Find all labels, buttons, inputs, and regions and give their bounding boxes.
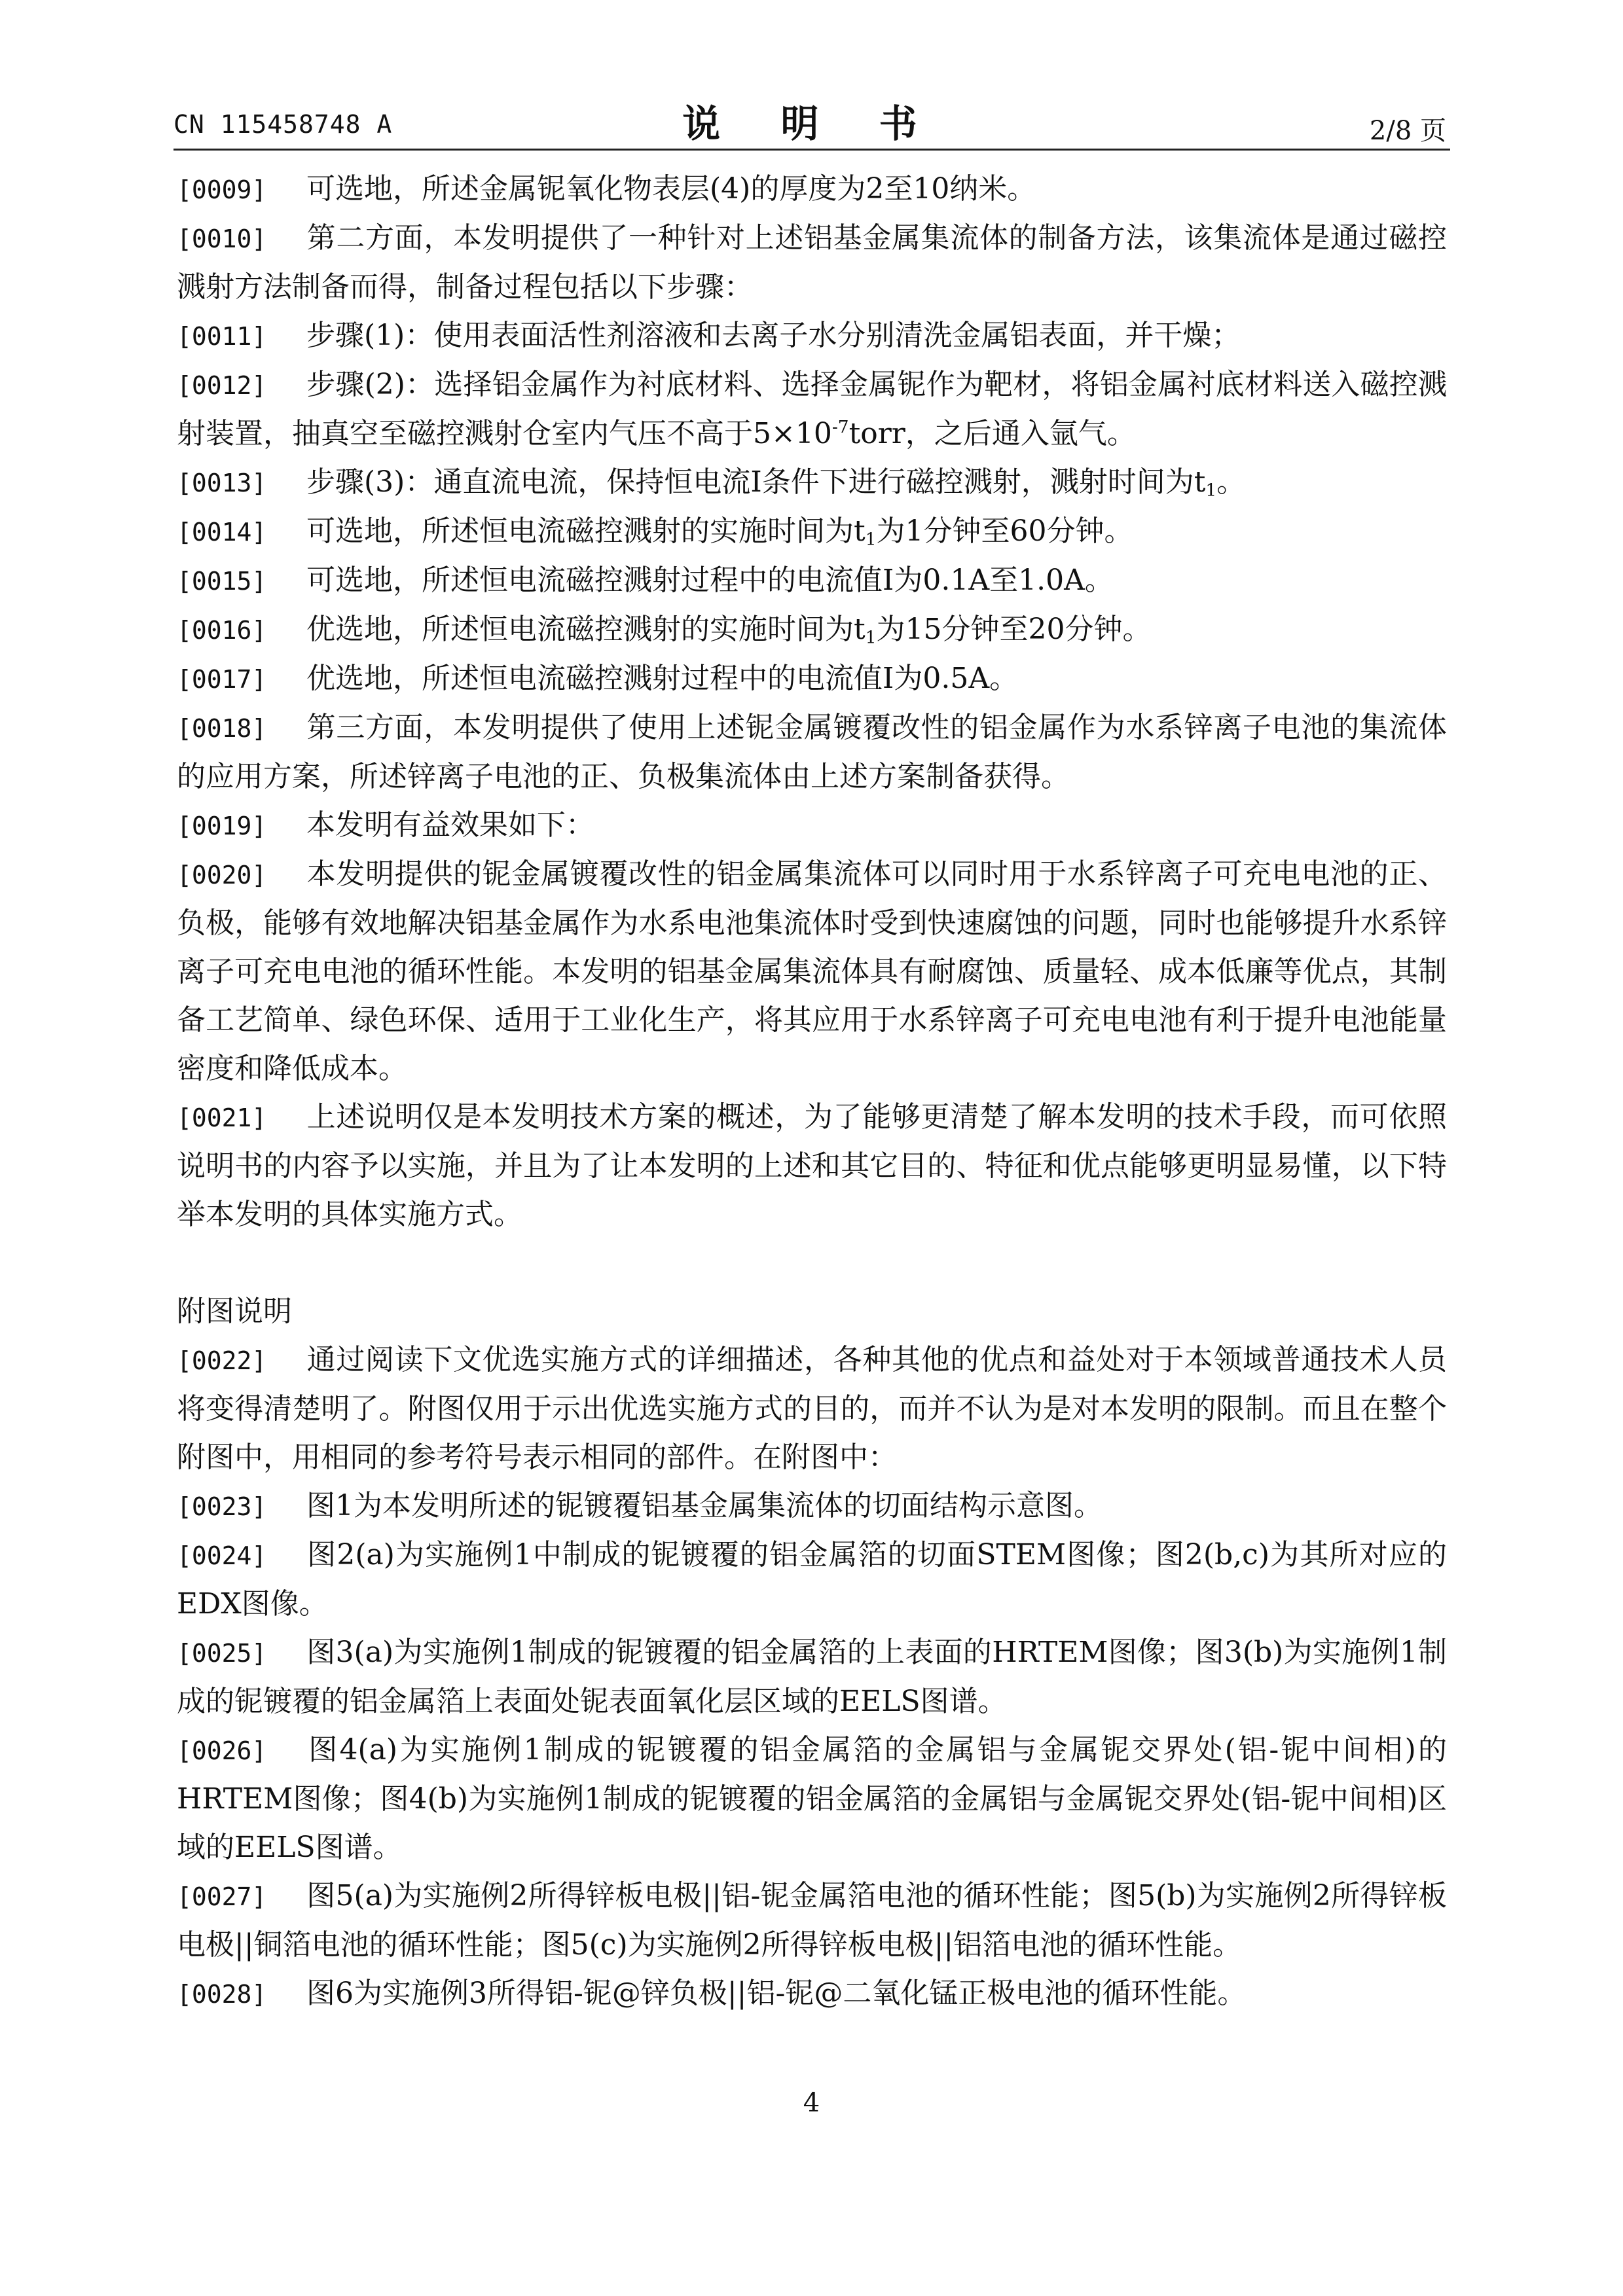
paragraph-number: [0026] [177,1736,267,1765]
paragraph [177,655,1447,704]
paragraph [177,361,1447,458]
paragraph-number: [0022] [177,1346,267,1375]
paragraph [177,850,1447,1093]
paragraph-text: 图3(a)为实施例1制成的铌镀覆的铝金属箔的上表面的HRTEM图像；图3(b)为实施例1制成的铌镀覆的铝金属箔上表面处铌表面氧化层区域的EELS图谱。 [177,1636,1447,1718]
paragraph [177,605,1447,655]
paragraph-text: 图5(a)为实施例2所得锌板电极||铝-铌金属箔电池的循环性能；图5(b)为实施例2所得锌板电极||铜箔电池的循环性能；图5(c)为实施例2所得锌板电极||铝箔电池的循环性能。 [177,1879,1447,1962]
paragraph-text: 步骤(1)：使用表面活性剂溶液和去离子水分别清洗金属铝表面，并干燥； [306,319,1241,352]
section-heading: 附图说明 [177,1295,292,1328]
paragraph [177,214,1447,312]
page-counter: 2/8 页 [1369,116,1446,146]
paragraph-text: 优选地，所述恒电流磁控溅射过程中的电流值I为0.5A。 [306,662,1019,695]
paragraph-text: 图2(a)为实施例1中制成的铌镀覆的铝金属箔的切面STEM图像；图2(b,c)为其所对应的EDX图像。 [177,1538,1447,1621]
paragraph [177,801,1447,850]
paragraph-text: 图1为本发明所述的铌镀覆铝基金属集流体的切面结构示意图。 [306,1489,1103,1522]
paragraph-number: [0019] [177,812,267,840]
paragraph-number: [0016] [177,616,267,645]
paragraph-number: [0013] [177,469,267,497]
paragraph-number: [0017] [177,665,267,694]
patent-number: CN 115458748 A [173,110,393,139]
paragraph [177,1093,1447,1239]
paragraph-text: 第三方面，本发明提供了使用上述铌金属镀覆改性的铝金属作为水系锌离子电池的集流体的应用方案，所述锌离子电池的正、负极集流体由上述方案制备获得。 [177,711,1447,793]
paragraph-number: [0021] [177,1103,267,1132]
paragraph [177,1628,1447,1726]
paragraph [177,1969,1447,2018]
paragraph-number: [0015] [177,567,267,596]
paragraph-number: [0024] [177,1541,267,1570]
paragraph-text: 。 [1216,465,1246,499]
superscript: -7 [831,417,849,438]
paragraph-text: 第二方面，本发明提供了一种针对上述铝基金属集流体的制备方法，该集流体是通过磁控溅射方法制备而得，制备过程包括以下步骤： [177,221,1447,304]
subscript: 1 [865,529,877,550]
document-title: 说 明 书 [682,101,941,146]
paragraph [177,556,1447,605]
document-body [177,165,1447,2018]
paragraph [177,1726,1447,1872]
subscript: 1 [1205,480,1217,501]
paragraph-text: 可选地，所述恒电流磁控溅射过程中的电流值I为0.1A至1.0A。 [306,564,1114,597]
paragraph [177,1872,1447,1969]
paragraph [177,165,1447,214]
paragraph-text: 步骤(3)：通直流电流，保持恒电流I条件下进行磁控溅射，溅射时间为t [306,465,1206,499]
paragraph [177,704,1447,801]
paragraph-text: 优选地，所述恒电流磁控溅射的实施时间为t [306,613,866,646]
paragraph-text: torr，之后通入氩气。 [848,417,1136,450]
paragraph-number: [0023] [177,1492,267,1521]
paragraph [177,507,1447,556]
paragraph [177,312,1447,361]
paragraph-number: [0014] [177,518,267,547]
paragraph-text: 为15分钟至20分钟。 [876,613,1152,646]
paragraph-text: 上述说明仅是本发明技术方案的概述，为了能够更清楚了解本发明的技术手段，而可依照说明书的内容予以实施，并且为了让本发明的上述和其它目的、特征和优点能够更明显易懂，以下特举本发明的具体实施方式。 [177,1100,1447,1231]
paragraph-text: 图6为实施例3所得铝-铌@锌负极||铝-铌@二氧化锰正极电池的循环性能。 [306,1977,1247,2010]
paragraph [177,1336,1447,1482]
paragraph [177,1482,1447,1531]
paragraph-text: 可选地，所述恒电流磁控溅射的实施时间为t [306,514,866,548]
header-divider [173,149,1450,151]
paragraph-text: 图4(a)为实施例1制成的铌镀覆的铝金属箔的金属铝与金属铌交界处(铝-铌中间相)的HRTEM图像；图4(b)为实施例1制成的铌镀覆的铝金属箔的金属铝与金属铌交界处(铝-铌中间相)区域的EELS图谱。 [177,1733,1447,1864]
paragraph-number: [0011] [177,322,267,351]
paragraph-text: 可选地，所述金属铌氧化物表层(4)的厚度为2至10纳米。 [306,172,1036,206]
paragraph-text: 通过阅读下文优选实施方式的详细描述，各种其他的优点和益处对于本领域普通技术人员将变得清楚明了。附图仅用于示出优选实施方式的目的，而并不认为是对本发明的限制。而且在整个附图中，用相同的参考符号表示相同的部件。在附图中： [177,1343,1447,1474]
paragraph-number: [0027] [177,1882,267,1911]
paragraph-number: [0018] [177,714,267,743]
paragraph-number: [0025] [177,1639,267,1668]
paragraph-number: [0012] [177,371,267,400]
subscript: 1 [865,627,877,648]
paragraph-text: 为1分钟至60分钟。 [876,514,1133,548]
paragraph-text: 本发明提供的铌金属镀覆改性的铝金属集流体可以同时用于水系锌离子可充电电池的正、负极，能够有效地解决铝基金属作为水系电池集流体时受到快速腐蚀的问题，同时也能够提升水系锌离子可充电电池的循环性能。本发明的铝基金属集流体具有耐腐蚀、质量轻、成本低廉等优点，其制备工艺简单、绿色环保、适用于工业化生产，将其应用于水系锌离子可充电电池有利于提升电池能量密度和降低成本。 [177,857,1447,1085]
paragraph [177,1531,1447,1628]
paragraph-number: [0009] [177,175,267,204]
paragraph-text: 本发明有益效果如下： [306,808,594,842]
paragraph-number: [0020] [177,861,267,889]
page-number: 4 [803,2088,820,2118]
paragraph-number: [0010] [177,224,267,253]
paragraph-text: 步骤(2)：选择铝金属作为衬底材料、选择金属铌作为靶材，将铝金属衬底材料送入磁控溅射装置，抽真空至磁控溅射仓室内气压不高于5×10 [177,368,1447,450]
paragraph-number: [0028] [177,1980,267,2009]
paragraph [177,458,1447,507]
